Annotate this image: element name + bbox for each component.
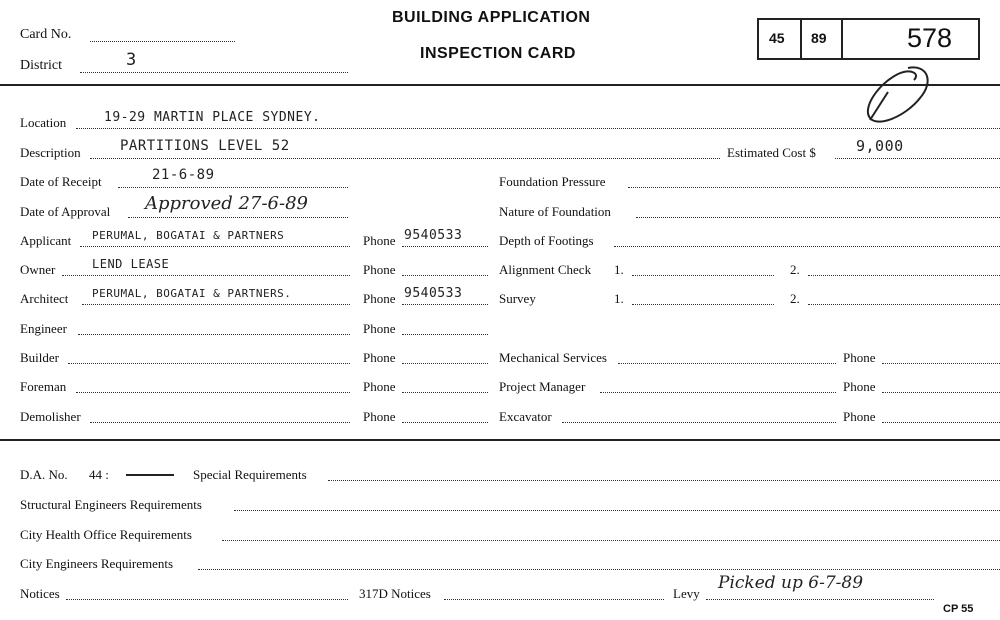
architect-phone-label: Phone	[363, 291, 396, 306]
district-line[interactable]	[80, 72, 348, 73]
notices-317d-label: 317D Notices	[359, 586, 431, 601]
depth-footings-label: Depth of Footings	[499, 233, 594, 248]
foreman-phone-line[interactable]	[402, 392, 488, 393]
levy-label: Levy	[673, 586, 700, 601]
applicant-label: Applicant	[20, 233, 72, 248]
owner-value: LEND LEASE	[92, 257, 170, 271]
applicant-phone-value: 9540533	[404, 228, 463, 243]
estimated-cost-line[interactable]	[835, 158, 1000, 159]
alignment-1-label: 1.	[614, 262, 624, 277]
location-line[interactable]	[76, 128, 1000, 129]
special-requirements-line[interactable]	[328, 480, 1000, 481]
foundation-pressure-line[interactable]	[628, 187, 1000, 188]
box-divider	[800, 20, 802, 58]
card-number-box	[757, 18, 980, 60]
box-b-value: 89	[811, 30, 827, 46]
card-no-label: Card No.	[20, 27, 72, 42]
architect-phone-value: 9540533	[404, 286, 463, 301]
da-no-value: 44 :	[89, 467, 109, 482]
da-no-dash	[126, 474, 174, 476]
project-manager-line[interactable]	[600, 392, 836, 393]
title-line1: BUILDING APPLICATION	[392, 9, 591, 26]
levy-value: Picked up 6-7-89	[718, 573, 864, 593]
architect-phone-line[interactable]	[402, 304, 488, 305]
alignment-1-line[interactable]	[632, 275, 774, 276]
engineer-line[interactable]	[78, 334, 350, 335]
date-receipt-line[interactable]	[118, 187, 348, 188]
nature-foundation-label: Nature of Foundation	[499, 204, 611, 219]
project-manager-label: Project Manager	[499, 379, 586, 394]
card-no-line[interactable]	[90, 41, 235, 42]
district-label: District	[20, 58, 62, 73]
engineer-phone-line[interactable]	[402, 334, 488, 335]
architect-value: PERUMAL, BOGATAI & PARTNERS.	[92, 287, 292, 300]
builder-phone-label: Phone	[363, 350, 396, 365]
description-value: PARTITIONS LEVEL 52	[120, 138, 290, 154]
foreman-line[interactable]	[76, 392, 350, 393]
estimated-cost-value: 9,000	[856, 137, 904, 155]
health-requirements-label: City Health Office Requirements	[20, 527, 192, 542]
date-approval-label: Date of Approval	[20, 204, 111, 219]
foreman-phone-label: Phone	[363, 379, 396, 394]
box-divider	[841, 20, 843, 58]
notices-label: Notices	[20, 586, 60, 601]
survey-1-label: 1.	[614, 291, 624, 306]
alignment-check-label: Alignment Check	[499, 262, 592, 277]
excavator-phone-line[interactable]	[882, 422, 1000, 423]
demolisher-label: Demolisher	[20, 409, 81, 424]
city-engineers-label: City Engineers Requirements	[20, 556, 174, 571]
applicant-phone-label: Phone	[363, 233, 396, 248]
divider-top	[0, 84, 1000, 86]
applicant-phone-line[interactable]	[402, 246, 488, 247]
project-manager-phone-label: Phone	[843, 379, 876, 394]
builder-line[interactable]	[68, 363, 350, 364]
form-code: CP 55	[943, 603, 974, 615]
demolisher-phone-label: Phone	[363, 409, 396, 424]
location-label: Location	[20, 115, 67, 130]
foreman-label: Foreman	[20, 379, 67, 394]
date-receipt-label: Date of Receipt	[20, 174, 102, 189]
da-no-label: D.A. No.	[20, 467, 68, 482]
box-a-value: 45	[769, 30, 785, 46]
depth-footings-line[interactable]	[614, 246, 1000, 247]
structural-requirements-line[interactable]	[234, 510, 1000, 511]
notices-line[interactable]	[66, 599, 348, 600]
engineer-label: Engineer	[20, 321, 67, 336]
description-line[interactable]	[90, 158, 720, 159]
health-requirements-line[interactable]	[222, 540, 1000, 541]
foundation-pressure-label: Foundation Pressure	[499, 174, 606, 189]
excavator-phone-label: Phone	[843, 409, 876, 424]
special-requirements-label: Special Requirements	[193, 467, 307, 482]
notices-317d-line[interactable]	[444, 599, 664, 600]
builder-phone-line[interactable]	[402, 363, 488, 364]
description-label: Description	[20, 145, 81, 160]
excavator-label: Excavator	[499, 409, 552, 424]
box-c-value: 578	[907, 23, 953, 53]
survey-label: Survey	[499, 291, 536, 306]
owner-line[interactable]	[62, 275, 350, 276]
date-approval-line[interactable]	[128, 217, 348, 218]
structural-requirements-label: Structural Engineers Requirements	[20, 497, 202, 512]
nature-foundation-line[interactable]	[636, 217, 1000, 218]
architect-label: Architect	[20, 291, 69, 306]
mechanical-phone-line[interactable]	[882, 363, 1000, 364]
survey-1-line[interactable]	[632, 304, 774, 305]
architect-line[interactable]	[82, 304, 350, 305]
date-approval-value: Approved 27-6-89	[145, 193, 308, 214]
date-receipt-value: 21-6-89	[152, 167, 215, 183]
district-value: 3	[126, 50, 137, 70]
city-engineers-line[interactable]	[198, 569, 1000, 570]
demolisher-phone-line[interactable]	[402, 422, 488, 423]
project-manager-phone-line[interactable]	[882, 392, 1000, 393]
builder-label: Builder	[20, 350, 59, 365]
location-value: 19-29 MARTIN PLACE SYDNEY.	[104, 110, 321, 125]
mechanical-services-label: Mechanical Services	[499, 350, 607, 365]
owner-phone-label: Phone	[363, 262, 396, 277]
divider-bottom	[0, 439, 1000, 441]
mechanical-services-line[interactable]	[618, 363, 836, 364]
engineer-phone-label: Phone	[363, 321, 396, 336]
levy-line[interactable]	[706, 599, 934, 600]
applicant-line[interactable]	[80, 246, 350, 247]
title-line2: INSPECTION CARD	[420, 45, 576, 62]
demolisher-line[interactable]	[90, 422, 350, 423]
excavator-line[interactable]	[562, 422, 836, 423]
mechanical-phone-label: Phone	[843, 350, 876, 365]
survey-2-label: 2.	[790, 291, 800, 306]
owner-label: Owner	[20, 262, 56, 277]
survey-2-line[interactable]	[808, 304, 1000, 305]
applicant-value: PERUMAL, BOGATAI & PARTNERS	[92, 229, 285, 242]
alignment-2-label: 2.	[790, 262, 800, 277]
alignment-2-line[interactable]	[808, 275, 1000, 276]
owner-phone-line[interactable]	[402, 275, 488, 276]
estimated-cost-label: Estimated Cost $	[727, 145, 816, 160]
approval-scribble	[858, 62, 936, 132]
